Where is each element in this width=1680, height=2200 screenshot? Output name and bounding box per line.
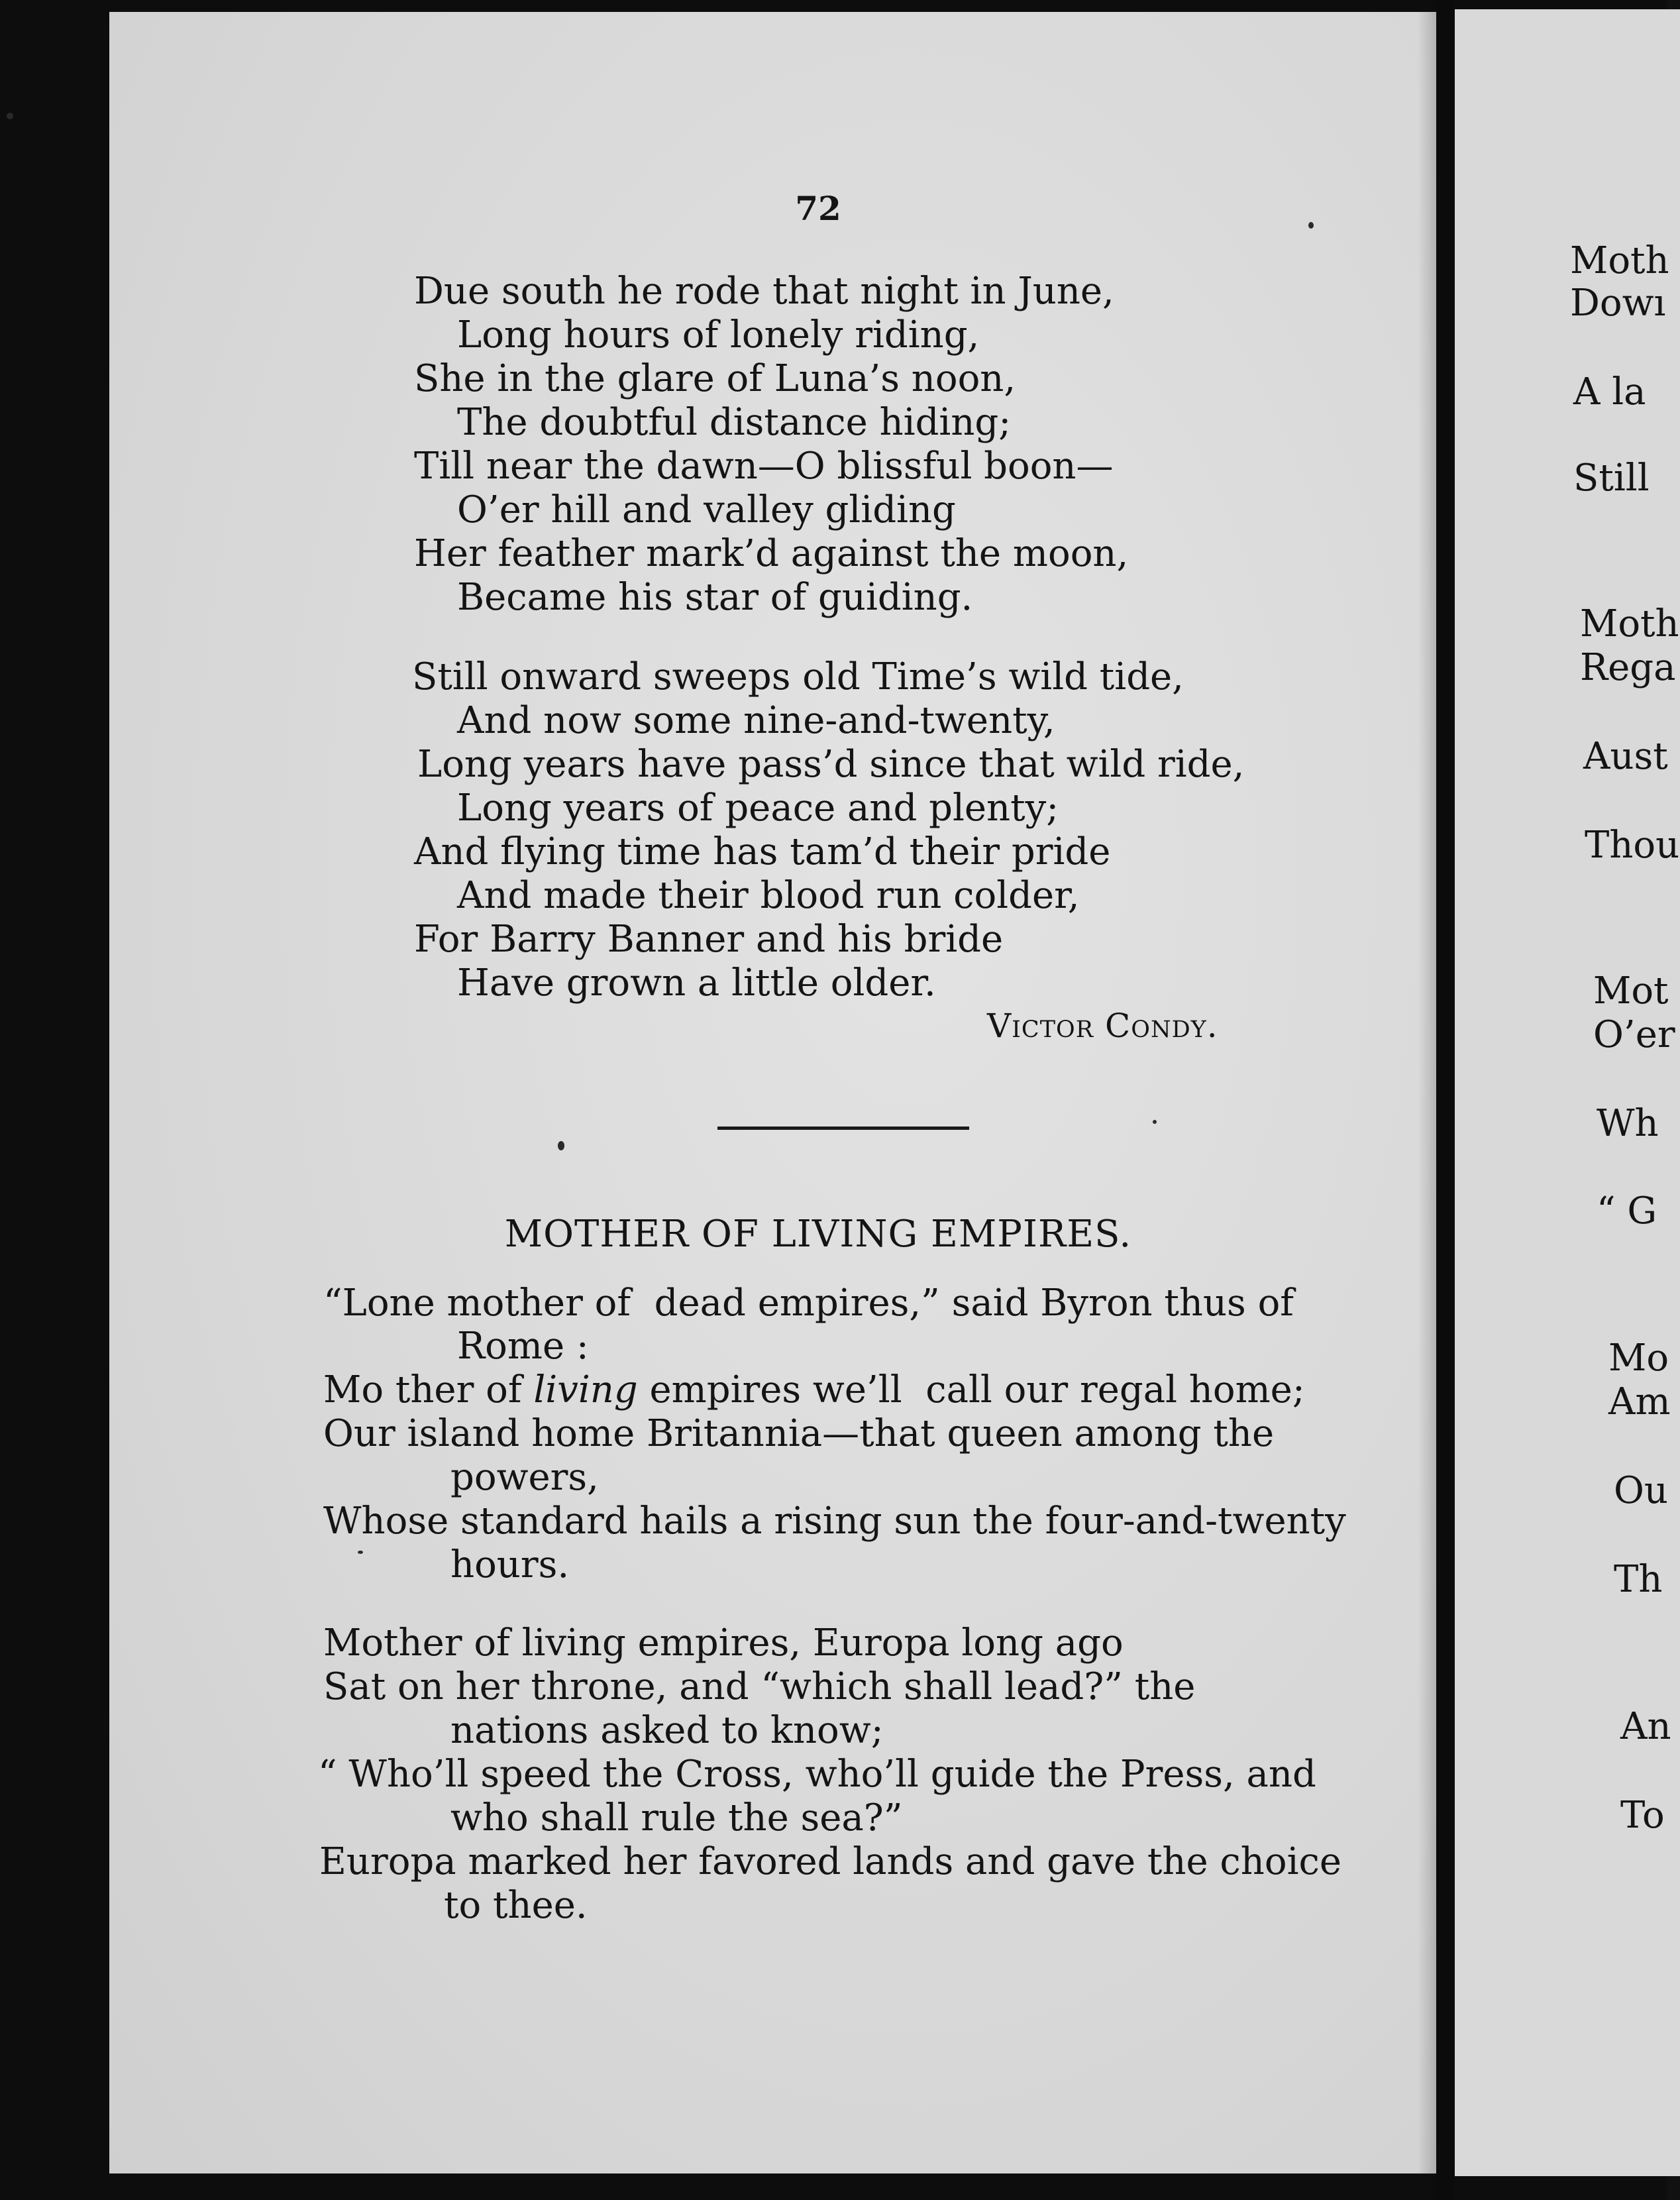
section-divider bbox=[717, 1127, 969, 1130]
line-text: Mo ther of bbox=[323, 1368, 534, 1411]
poem-line: who shall rule the sea?” bbox=[450, 1796, 903, 1840]
poem-line: Whose standard hails a rising sun the four-and-twenty bbox=[323, 1500, 1346, 1543]
facing-page-fragment: Aust bbox=[1583, 735, 1668, 778]
poem-line: Long hours of lonely riding, bbox=[457, 313, 980, 357]
facing-page-fragment: An bbox=[1620, 1705, 1671, 1748]
poem-line: And made their blood run colder, bbox=[457, 874, 1080, 917]
poem-line: The doubtful distance hiding; bbox=[457, 401, 1012, 444]
scan-speck bbox=[7, 113, 13, 119]
facing-page-fragment: “ G bbox=[1597, 1189, 1657, 1233]
facing-page-fragment: Moth bbox=[1570, 239, 1669, 282]
facing-page-fragment: Am bbox=[1608, 1380, 1671, 1423]
poem-line: Mother of living empires, Europa long ago bbox=[323, 1622, 1124, 1665]
poem-line: For Barry Banner and his bride bbox=[414, 918, 1004, 961]
poem-line: to thee. bbox=[444, 1884, 588, 1927]
poem-line: Long years have pass’d since that wild ride, bbox=[417, 743, 1245, 786]
line-text: empires we’ll call our regal home; bbox=[637, 1368, 1305, 1411]
page-number: 72 bbox=[795, 189, 841, 228]
facing-page-fragment: Mot bbox=[1593, 969, 1669, 1013]
poem-line: Till near the dawn—O blissful boon— bbox=[414, 445, 1114, 488]
author-signature: Victor Condy. bbox=[987, 1007, 1218, 1045]
poem-title: MOTHER OF LIVING EMPIRES. bbox=[504, 1213, 1132, 1256]
scan-speck bbox=[358, 1551, 363, 1554]
poem-line: Long years of peace and plenty; bbox=[457, 787, 1059, 830]
facing-page-fragment: Still bbox=[1573, 457, 1650, 500]
scan-speck bbox=[1308, 222, 1314, 229]
poem-line: hours. bbox=[450, 1543, 570, 1586]
poem-line: She in the glare of Luna’s noon, bbox=[414, 357, 1016, 400]
poem-line: powers, bbox=[450, 1456, 599, 1499]
facing-page-fragment: O’er bbox=[1593, 1013, 1675, 1056]
facing-page-fragment: Moth bbox=[1580, 602, 1679, 645]
poem-line: Due south he rode that night in June, bbox=[414, 270, 1114, 313]
poem-line: Still onward sweeps old Time’s wild tide, bbox=[412, 655, 1184, 698]
poem-line: Became his star of guiding. bbox=[457, 576, 973, 619]
poem-line bbox=[323, 1369, 1305, 1411]
book-gutter bbox=[1436, 0, 1455, 2200]
poem-line: “Lone mother of dead empires,” said Byron thus of bbox=[323, 1282, 1294, 1325]
facing-page-fragment: Mo bbox=[1608, 1337, 1669, 1380]
italic-word: living bbox=[533, 1368, 638, 1411]
facing-page-fragment: Ou bbox=[1614, 1469, 1668, 1512]
poem-line: Our island home Britannia—that queen among the bbox=[323, 1412, 1275, 1455]
poem-line: And flying time has tam’d their pride bbox=[414, 830, 1111, 873]
poem-line: nations asked to know; bbox=[450, 1709, 884, 1752]
scan-speck bbox=[558, 1141, 564, 1150]
facing-page-fragment: A la bbox=[1573, 370, 1646, 413]
facing-page-fragment: Dowı bbox=[1570, 282, 1666, 325]
poem-line: And now some nine-and-twenty, bbox=[457, 699, 1055, 742]
poem-line: “ Who’ll speed the Cross, who’ll guide the Press, and bbox=[318, 1753, 1316, 1796]
poem-line: Rome : bbox=[457, 1325, 589, 1368]
facing-page-fragment: Wh bbox=[1597, 1102, 1659, 1145]
scan-speck bbox=[1153, 1120, 1157, 1124]
facing-page-fragment: To bbox=[1620, 1794, 1665, 1837]
facing-page-fragment: Rega bbox=[1580, 646, 1676, 689]
poem-line: Europa marked her favored lands and gave the choice bbox=[319, 1840, 1341, 1883]
right-page bbox=[1455, 9, 1680, 2176]
facing-page-fragment: Thou bbox=[1585, 824, 1680, 867]
poem-line: Sat on her throne, and “which shall lead?” the bbox=[323, 1665, 1196, 1708]
poem-line: Her feather mark’d against the moon, bbox=[414, 532, 1129, 575]
poem-line: O’er hill and valley gliding bbox=[457, 488, 956, 531]
poem-line: Have grown a little older. bbox=[457, 962, 936, 1005]
facing-page-fragment: Th bbox=[1614, 1558, 1663, 1601]
